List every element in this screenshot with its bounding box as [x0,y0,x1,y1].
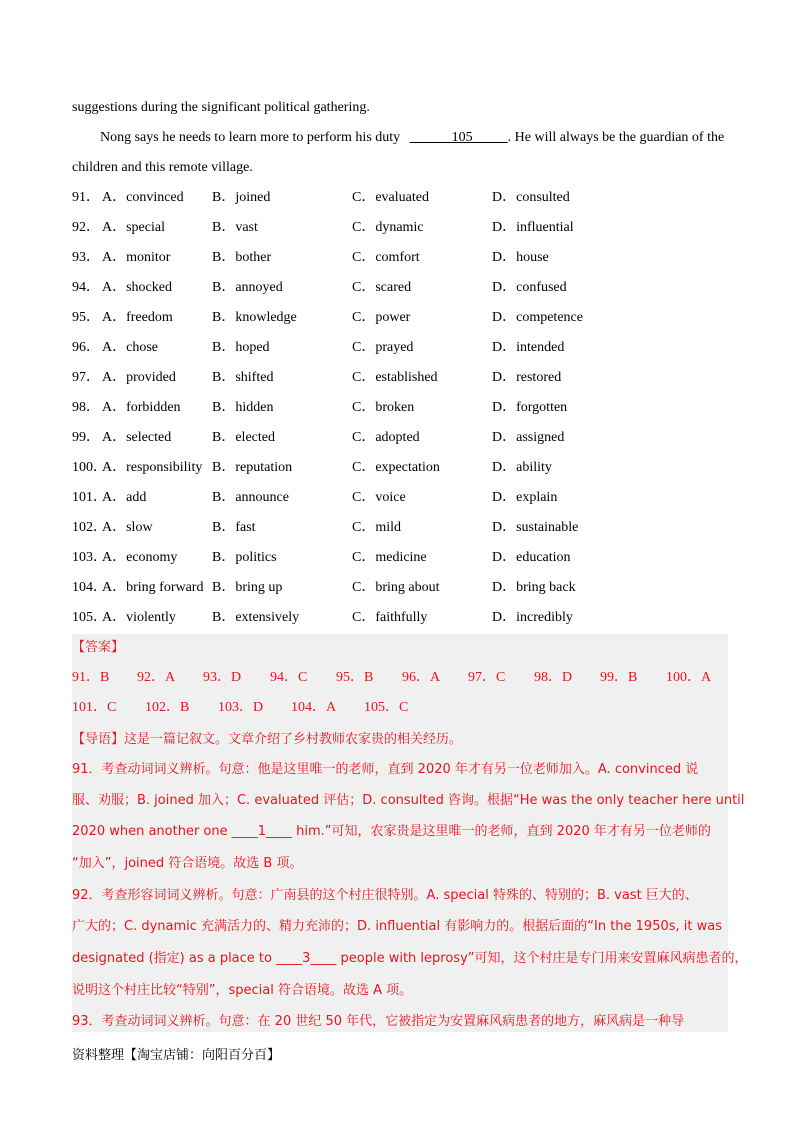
question-number: 96． [72,340,100,355]
option-b: B．extensively [212,610,300,625]
option-row [72,428,732,448]
option-b: B．bother [212,250,272,265]
answer-row-2 [72,698,732,718]
answer-99: 99．B [600,670,638,685]
answer-98: 98．D [534,670,573,685]
passage-line-2 [100,128,724,148]
option-c: C．voice [352,490,406,505]
q92-line-2: 广大的；C. dynamic 充满活力的、精力充沛的；D. influential 有影响力的。根据后面的“In the 1950s, it was [72,919,723,934]
answer-row-1 [72,668,732,688]
q92-line-3: designated (指定) as a place to ____3____ people with leprosy”可知，这个村庄是专门用来安置麻风病患者的， [72,951,748,966]
option-c: C．medicine [352,550,427,565]
option-a: A．provided [102,370,176,385]
option-row [72,608,732,628]
option-c: C．scared [352,280,412,295]
question-number: 104． [72,580,107,595]
q91-line-3: 2020 when another one ____1____ him.”可知，农家贵是这里唯一的老师，直到 2020 年才有另一位老师的 [72,824,711,839]
q93-line-1: 93．考查动词词义辨析。句意：在 20 世纪 50 年代，它被指定为安置麻风病患者的地方，麻风病是一种导 [72,1014,685,1029]
option-a: A．bring forward [102,580,204,595]
option-a: A．selected [102,430,172,445]
answer-103: 103．D [218,700,264,715]
passage-line-2-after: . He will always be the guardian of the [507,130,725,145]
option-d: D．sustainable [492,520,579,535]
answer-102: 102．B [145,700,190,715]
option-row [72,188,732,208]
option-a: A．chose [102,340,158,355]
question-number: 95． [72,310,100,325]
question-number: 102． [72,520,107,535]
option-c: C．evaluated [352,190,429,205]
option-a: A．freedom [102,310,173,325]
q91-line-4: “加入”，joined 符合语境。故选 B 项。 [72,856,303,871]
option-a: A．slow [102,520,153,535]
option-c: C．power [352,310,411,325]
option-row [72,218,732,238]
answer-96: 96．A [402,670,441,685]
option-row [72,398,732,418]
option-d: D．competence [492,310,583,325]
option-b: B．elected [212,430,275,445]
option-c: C．expectation [352,460,440,475]
question-number: 100． [72,460,107,475]
option-b: B．shifted [212,370,274,385]
question-number: 98． [72,400,100,415]
answer-94: 94．C [270,670,308,685]
option-row [72,248,732,268]
option-d: D．consulted [492,190,570,205]
question-number: 103． [72,550,107,565]
passage-line-3: children and this remote village. [72,160,253,175]
option-b: B．politics [212,550,277,565]
answer-101: 101．C [72,700,117,715]
passage-line-2-before: Nong says he needs to learn more to perform his duty [100,130,401,145]
option-c: C．dynamic [352,220,424,235]
q92-line-4: 说明这个村庄比较“特别”，special 符合语境。故选 A 项。 [72,983,413,998]
answer-95: 95．B [336,670,374,685]
option-row [72,458,732,478]
question-number: 97． [72,370,100,385]
option-c: C．prayed [352,340,414,355]
q91-line-1: 91．考查动词词义辨析。句意：他是这里唯一的老师，直到 2020 年才有另一位老师加入。A. convinced 说 [72,762,699,777]
q92-line-1: 92．考查形容词词义辨析。句意：广南县的这个村庄很特别。A. special 特殊的、特别的；B. vast 巨大的、 [72,888,698,903]
option-c: C．broken [352,400,415,415]
option-d: D．forgotten [492,400,568,415]
option-row [72,548,732,568]
option-a: A．responsibility [102,460,203,475]
option-a: A．monitor [102,250,171,265]
question-number: 91． [72,190,100,205]
answer-93: 93．D [203,670,242,685]
question-number: 105． [72,610,107,625]
option-d: D．influential [492,220,574,235]
option-b: B．annoyed [212,280,283,295]
option-c: C．faithfully [352,610,428,625]
option-d: D．incredibly [492,610,573,625]
option-b: B．vast [212,220,258,235]
answer-100: 100．A [666,670,712,685]
option-row [72,338,732,358]
option-c: C．comfort [352,250,420,265]
option-row [72,518,732,538]
answer-91: 91．B [72,670,110,685]
option-b: B．fast [212,520,256,535]
option-row [72,368,732,388]
option-a: A．violently [102,610,176,625]
option-row [72,488,732,508]
option-a: A．economy [102,550,178,565]
option-d: D．bring back [492,580,576,595]
option-row [72,278,732,298]
option-d: D．education [492,550,571,565]
question-number: 101． [72,490,107,505]
option-d: D．intended [492,340,565,355]
answer-97: 97．C [468,670,506,685]
option-d: D．restored [492,370,562,385]
option-c: C．bring about [352,580,440,595]
q91-line-2: 服、劝服；B. joined 加入；C. evaluated 评估；D. consulted 咨询。根据“He was the only teacher here until [72,793,745,808]
option-b: B．announce [212,490,289,505]
answer-105: 105．C [364,700,409,715]
option-row [72,308,732,328]
passage-line-1: suggestions during the significant political gathering. [72,100,370,115]
footer-note: 资料整理【淘宝店铺：向阳百分百】 [72,1048,281,1063]
option-b: B．hoped [212,340,270,355]
guide-text: 【导语】这是一篇记叙文。文章介绍了乡村教师农家贵的相关经历。 [72,732,463,747]
option-a: A．add [102,490,147,505]
option-d: D．ability [492,460,552,475]
answer-heading: 【答案】 [72,640,125,655]
option-a: A．shocked [102,280,172,295]
option-c: C．adopted [352,430,420,445]
option-a: A．forbidden [102,400,181,415]
option-c: C．established [352,370,438,385]
option-d: D．assigned [492,430,565,445]
option-d: D．house [492,250,549,265]
question-number: 94． [72,280,100,295]
option-b: B．hidden [212,400,274,415]
question-number: 93． [72,250,100,265]
option-b: B．bring up [212,580,283,595]
option-c: C．mild [352,520,402,535]
option-d: D．explain [492,490,558,505]
answer-104: 104．A [291,700,337,715]
option-b: B．knowledge [212,310,297,325]
option-row [72,578,732,598]
option-a: A．convinced [102,190,184,205]
question-number: 99． [72,430,100,445]
question-number: 92． [72,220,100,235]
option-d: D．confused [492,280,567,295]
blank-105: 105 [451,130,473,145]
option-b: B．reputation [212,460,293,475]
option-a: A．special [102,220,165,235]
answer-92: 92．A [137,670,176,685]
option-b: B．joined [212,190,271,205]
